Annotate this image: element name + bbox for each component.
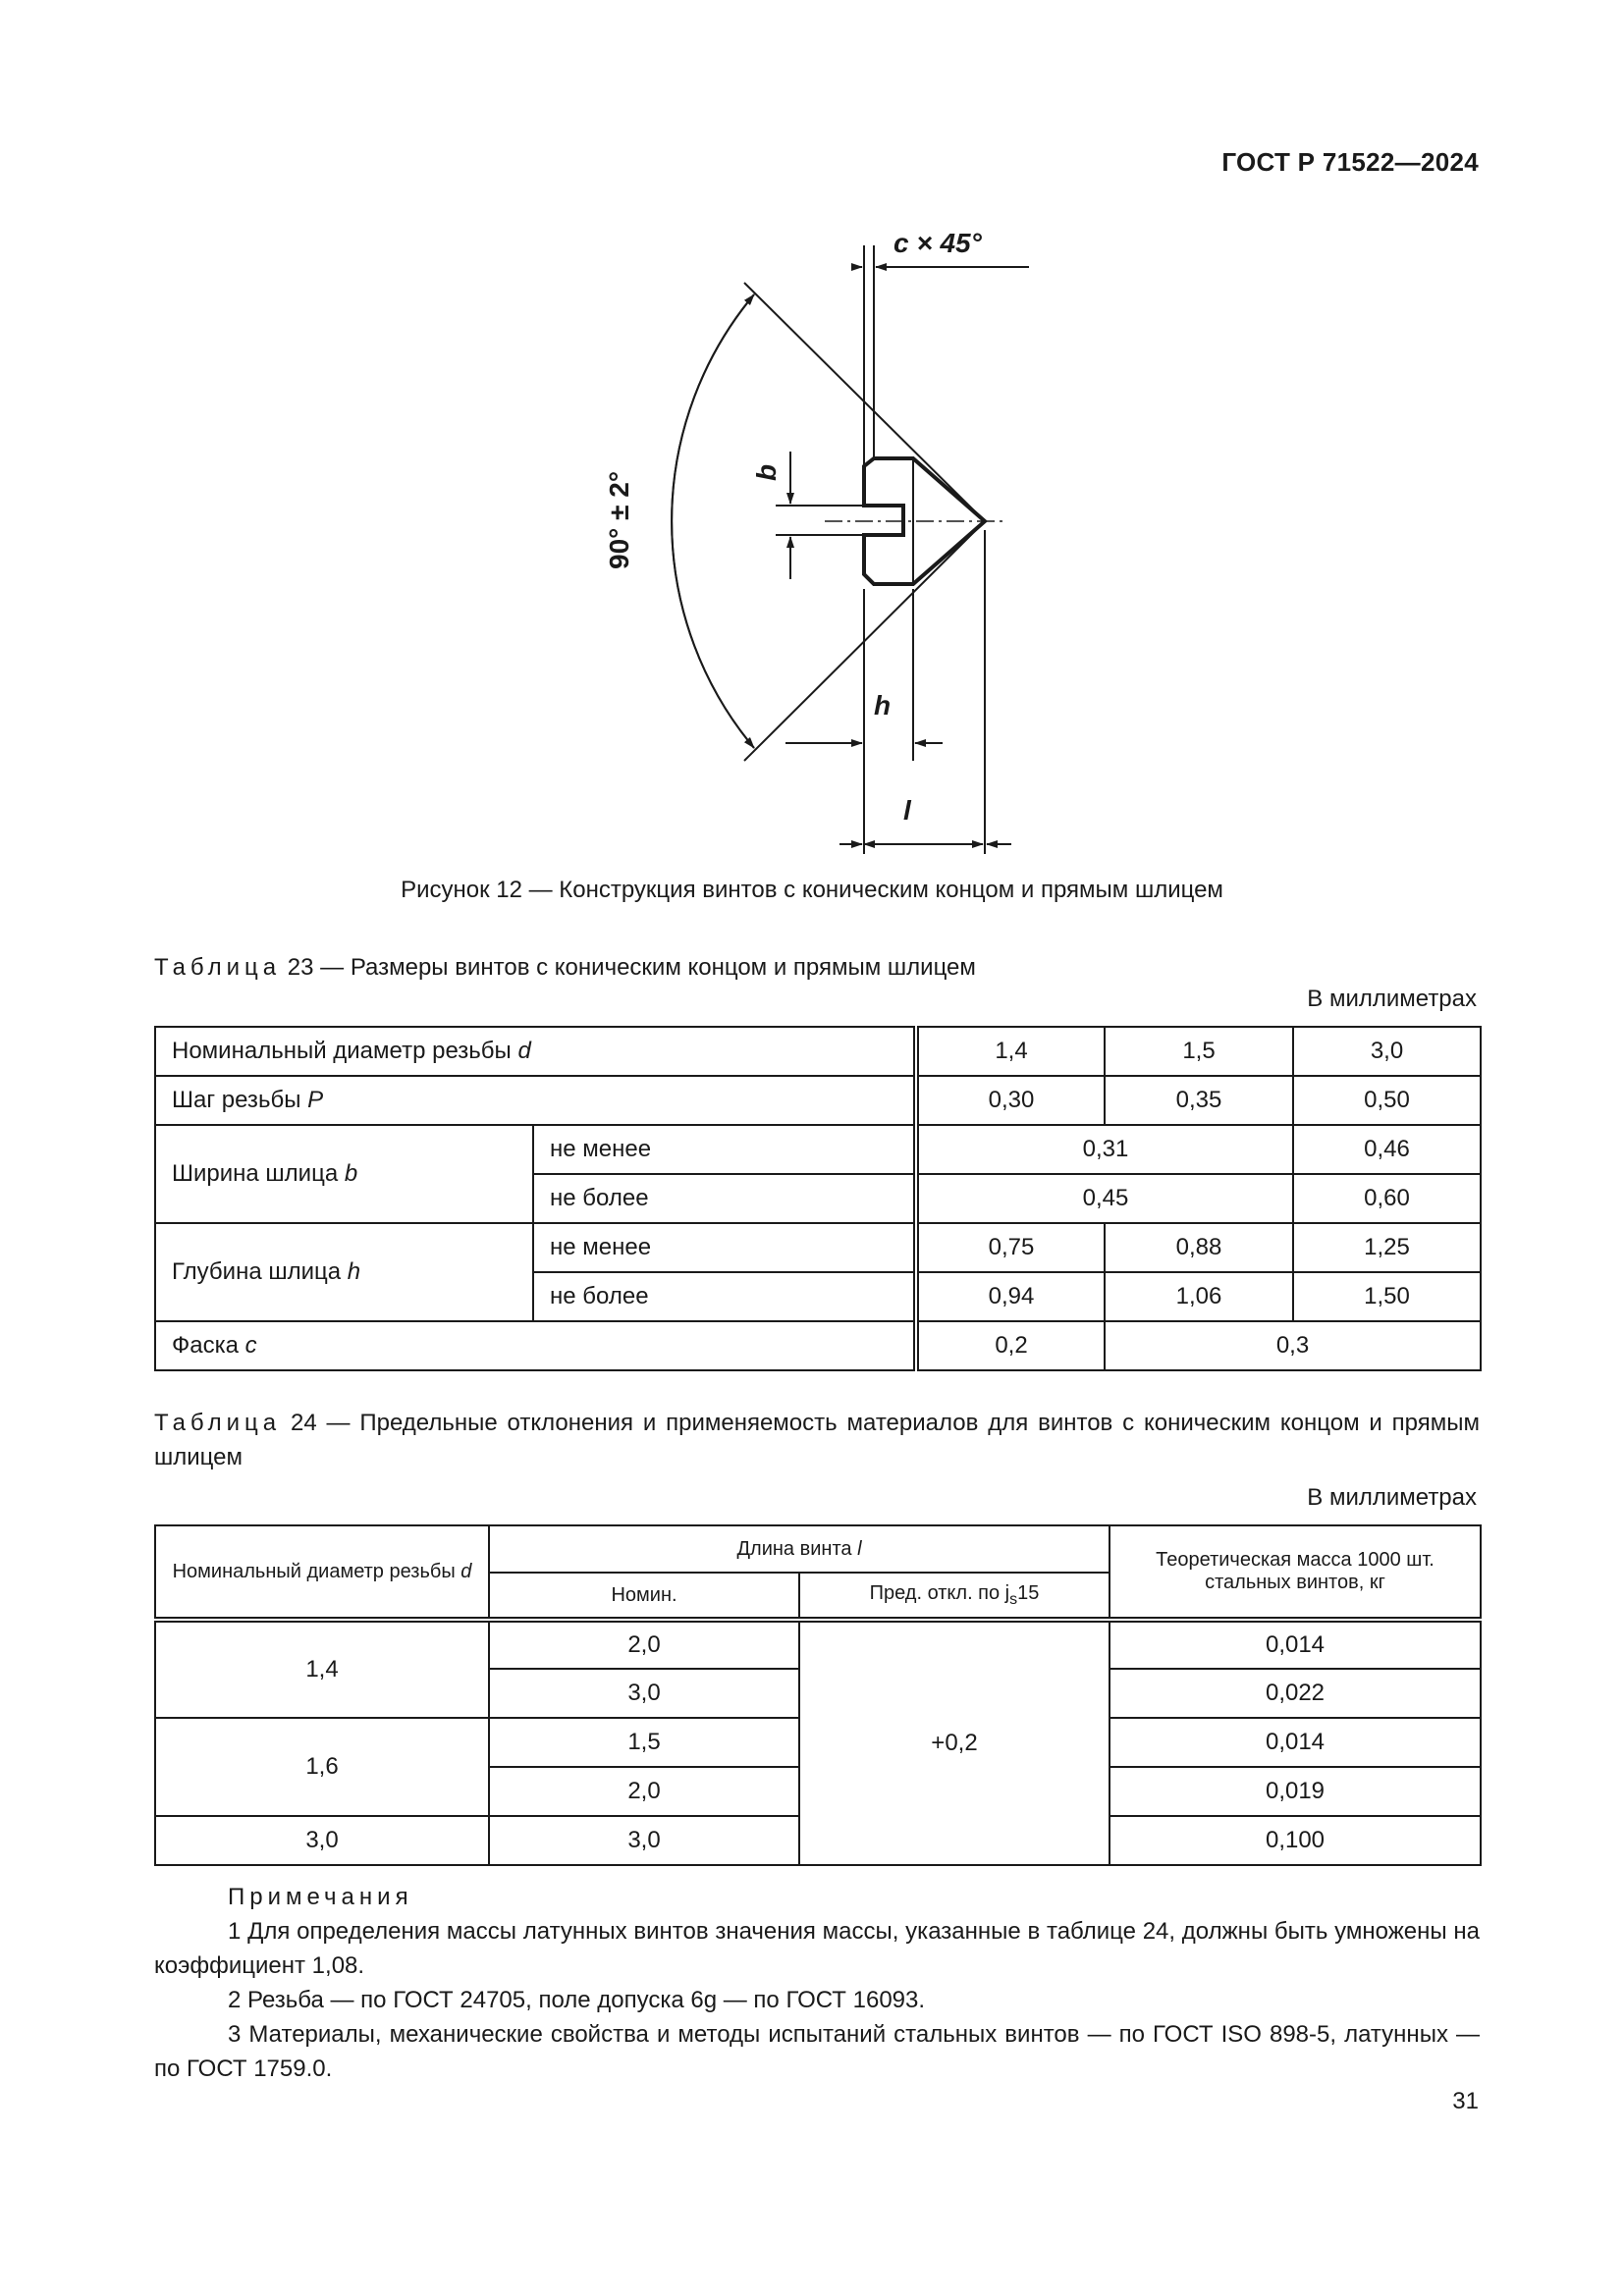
screw-drawing: [579, 216, 1031, 874]
table-row: Ширина шлица b не менее 0,31 0,46: [155, 1125, 1481, 1174]
page-number: 31: [1452, 2088, 1479, 2114]
table23-caption-text: 23 — Размеры винтов с коническим концом и прямым шлицем: [287, 954, 976, 981]
col-length-header: Длина винта l: [489, 1525, 1110, 1573]
table-row: Глубина шлица h не менее 0,75 0,88 1,25: [155, 1223, 1481, 1272]
h-label: h: [874, 690, 892, 721]
notes-title: Примечания: [228, 1884, 413, 1910]
table23-caption-word: Таблица: [154, 954, 282, 981]
document-id: ГОСТ Р 71522—2024: [1221, 147, 1479, 177]
tolerance-cell: +0,2: [799, 1620, 1110, 1865]
table24-caption: [154, 1406, 1480, 1474]
row-label: Фаска c: [155, 1321, 916, 1370]
table-row: не более 0,45 0,60: [155, 1174, 1481, 1223]
table-row: 3,0 0,022: [155, 1669, 1481, 1718]
table-row: 3,0 3,0 0,100: [155, 1816, 1481, 1865]
row-label: Ширина шлица b: [155, 1125, 533, 1223]
note-3: 3 Материалы, механические свойства и методы испытаний стальных винтов — по ГОСТ ISO 898-5, латунных — по ГОСТ 1759.0.: [154, 2021, 1480, 2082]
row-label: Шаг резьбы P: [155, 1076, 916, 1125]
table-head-row: [155, 1525, 1481, 1573]
table-row: Шаг резьбы P 0,30 0,35 0,50: [155, 1076, 1481, 1125]
table-row: не более 0,94 1,06 1,50: [155, 1272, 1481, 1321]
table-row: Номинальный диаметр резьбы d 1,4 1,5 3,0: [155, 1027, 1481, 1076]
table-row: 1,6 1,5 0,014: [155, 1718, 1481, 1767]
figure-caption: Рисунок 12 — Конструкция винтов с коническим концом и прямым шлицем: [401, 877, 1223, 903]
table-row: 2,0 0,019: [155, 1767, 1481, 1816]
row-label: Номинальный диаметр резьбы d: [155, 1027, 916, 1076]
table24-caption-text: 24 — Предельные отклонения и применяемость материалов для винтов с коническим концом и прямым шлицем: [154, 1410, 1481, 1470]
table23-caption: [154, 950, 1480, 985]
col-tolerance-header: Пред. откл. по $j_s15$: [799, 1573, 1110, 1620]
table-row: 1,4 2,0 +0,2 0,014: [155, 1620, 1481, 1669]
table-23: [154, 1026, 1482, 1371]
l-label: l: [903, 795, 911, 826]
b-label: b: [751, 463, 782, 481]
row-label: Глубина шлица h: [155, 1223, 533, 1321]
chamfer-label: c × 45°: [893, 228, 982, 258]
notes-block: [154, 1880, 1480, 2086]
note-2: 2 Резьба — по ГОСТ 24705, поле допуска 6g — по ГОСТ 16093.: [228, 1987, 926, 2013]
table24-units: В миллиметрах: [1307, 1484, 1477, 1511]
angle-label: 90° ± 2°: [604, 470, 634, 569]
col-nominal-header: Номин.: [489, 1573, 799, 1620]
col-diameter-header: Номинальный диаметр резьбы d: [155, 1525, 489, 1620]
table-24: [154, 1524, 1482, 1866]
table-row: Фаска c 0,2 0,3: [155, 1321, 1481, 1370]
table23-units: В миллиметрах: [1307, 986, 1477, 1012]
note-1: 1 Для определения массы латунных винтов значения массы, указанные в таблице 24, должны быть умножены на коэффициент 1,08.: [154, 1918, 1480, 1979]
table24-caption-word: Таблица: [154, 1410, 282, 1436]
col-mass-header: Теоретическая масса 1000 шт. стальных винтов, кг: [1110, 1525, 1481, 1620]
